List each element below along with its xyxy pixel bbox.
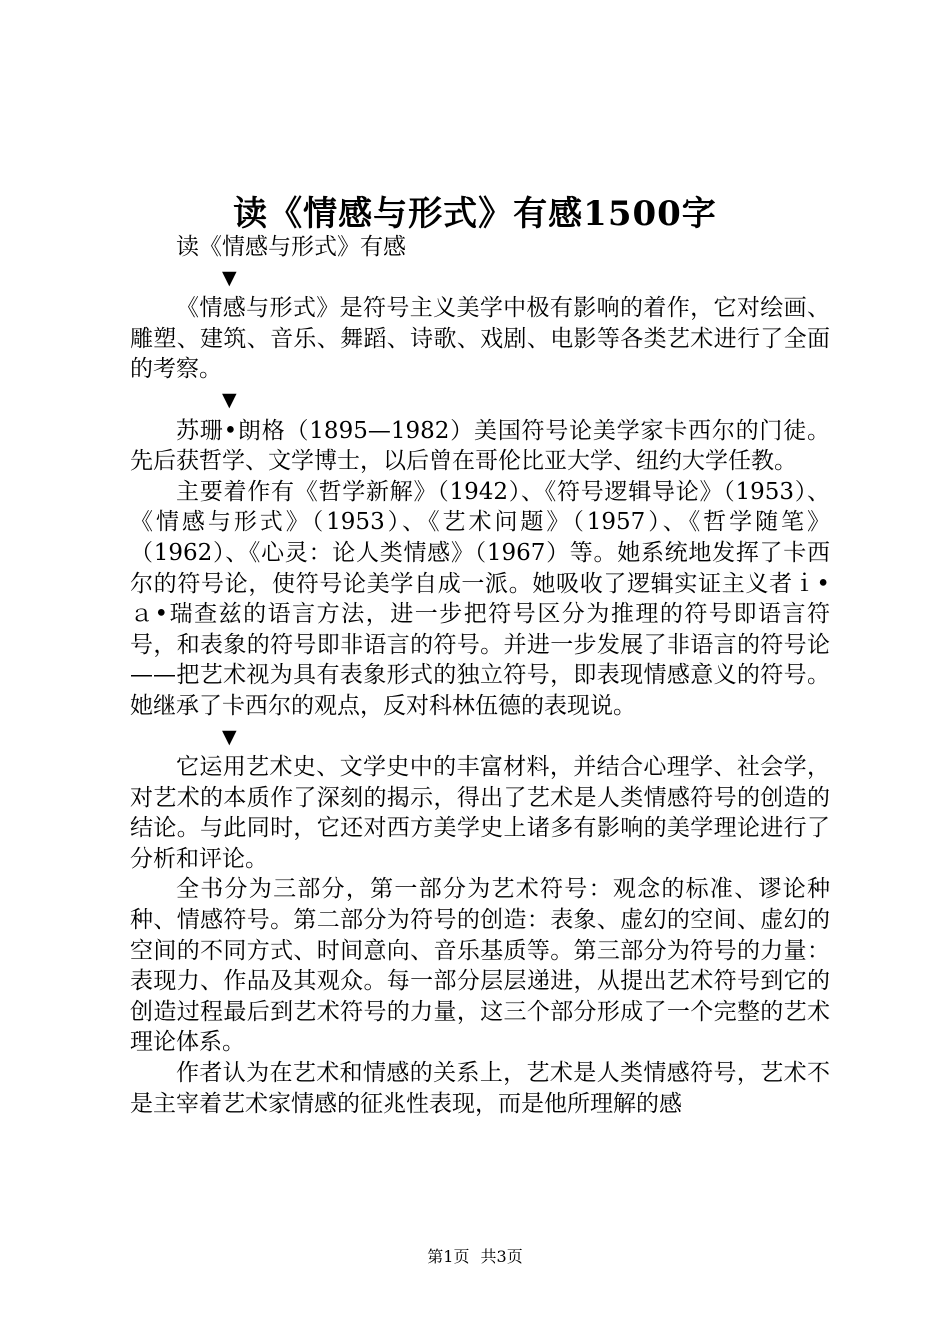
paragraph: 作者认为在艺术和情感的关系上，艺术是人类情感符号，艺术不是主宰着艺术家情感的征兆性表现，而是他所理解的感 — [130, 1060, 830, 1117]
paragraph: 苏珊•朗格（1895—1982）美国符号论美学家卡西尔的门徒。先后获哲学、文学博士，以后曾在哥伦比亚大学、纽约大学任教。 — [130, 417, 830, 475]
document-subtitle: 读《情感与形式》有感 — [176, 234, 406, 260]
page-footer — [0, 1244, 950, 1267]
arrow-marker: ▼ — [222, 725, 237, 748]
paragraph: 主要着作有《哲学新解》（1942）、《符号逻辑导论》（1953）、《情感与形式》（1953）、《艺术问题》（1957）、《哲学随笔》（1962）、《心灵：论人类情感》（1967）等。她系统地发挥了卡西尔的符号论，使符号论美学自成一派。她吸收了逻辑实证主义者ｉ•ａ•瑞查兹的语言方法，进一步把符号区分为推理的符号即语言符号，和表象的符号即非语言的符号。并进一步发展了非语言的符号论——把艺术视为具有表象形式的独立符号，即表现情感意义的符号。她继承了卡西尔的观点，反对科林伍德的表现说。 — [130, 478, 830, 719]
paragraph: 《情感与形式》是符号主义美学中极有影响的着作，它对绘画、雕塑、建筑、音乐、舞蹈、诗歌、戏剧、电影等各类艺术进行了全面的考察。 — [130, 295, 830, 383]
page-total: 共3页 — [480, 1247, 523, 1266]
document-title: 读《情感与形式》有感1500字 — [233, 194, 717, 234]
paragraph: 全书分为三部分，第一部分为艺术符号：观念的标准、谬论种种、情感符号。第二部分为符号的创造：表象、虚幻的空间、虚幻的空间的不同方式、时间意向、音乐基质等。第三部分为符号的力量：表现力、作品及其观众。每一部分层层递进，从提出艺术符号到它的创造过程最后到艺术符号的力量，这三个部分形成了一个完整的艺术理论体系。 — [130, 876, 830, 1056]
paragraph: 它运用艺术史、文学史中的丰富材料，并结合心理学、社会学，对艺术的本质作了深刻的揭示，得出了艺术是人类情感符号的创造的结论。与此同时，它还对西方美学史上诸多有影响的美学理论进行了分析和评论。 — [130, 754, 830, 872]
document-body — [130, 232, 830, 1119]
page-number: 第1页 — [427, 1247, 470, 1266]
arrow-marker: ▼ — [222, 266, 237, 289]
arrow-marker: ▼ — [222, 388, 237, 411]
